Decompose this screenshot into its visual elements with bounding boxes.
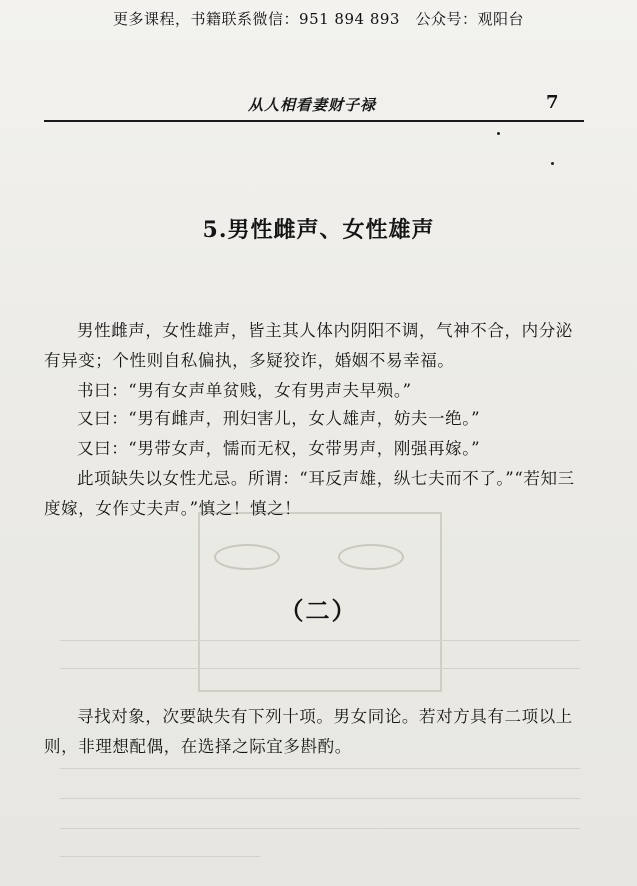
show-through-text-line	[60, 640, 580, 641]
closing-paragraph: 寻找对象，次要缺失有下列十项。男女同论。若对方具有二项以上则，非理想配偶，在选择之际宜多斟酌。	[44, 707, 573, 756]
page-number: 7	[546, 92, 559, 113]
print-speck	[497, 132, 500, 135]
show-through-text-line	[60, 856, 260, 857]
show-through-text-line	[60, 828, 580, 829]
body-paragraph: 又曰：“男带女声，懦而无权，女带男声，刚强再嫁。”	[77, 439, 481, 458]
section-title: 5.男性雌声、女性雄声	[202, 217, 435, 243]
running-head: 从人相看妻财子禄	[248, 96, 377, 114]
show-through-eye-left	[214, 544, 280, 570]
show-through-text-line	[60, 668, 580, 669]
body-paragraph: 男性雌声，女性雄声，皆主其人体内阴阳不调，气神不合，内分泌有异变；个性则自私偏执，多疑狡诈，婚姻不易幸福。	[44, 321, 573, 370]
header-rule	[44, 120, 584, 122]
show-through-eye-right	[338, 544, 404, 570]
show-through-text-line	[60, 768, 580, 769]
body-paragraph: 书曰：“男有女声单贫贱，女有男声夫早殒。”	[77, 381, 412, 400]
print-speck	[551, 162, 554, 165]
body-paragraph: 此项缺失以女性尤忌。所谓：“耳反声雄，纵七夫而不了。”“若知三度嫁，女作丈夫声。”慎之！慎之！	[44, 469, 575, 518]
subsection-title: （二）	[279, 597, 358, 625]
body-paragraph: 又曰：“男有雌声，刑妇害儿，女人雄声，妨夫一绝。”	[77, 409, 481, 428]
show-through-text-line	[60, 798, 580, 799]
watermark-contact: 更多课程，书籍联系微信：951 894 893 公众号：观阳台	[113, 10, 524, 28]
